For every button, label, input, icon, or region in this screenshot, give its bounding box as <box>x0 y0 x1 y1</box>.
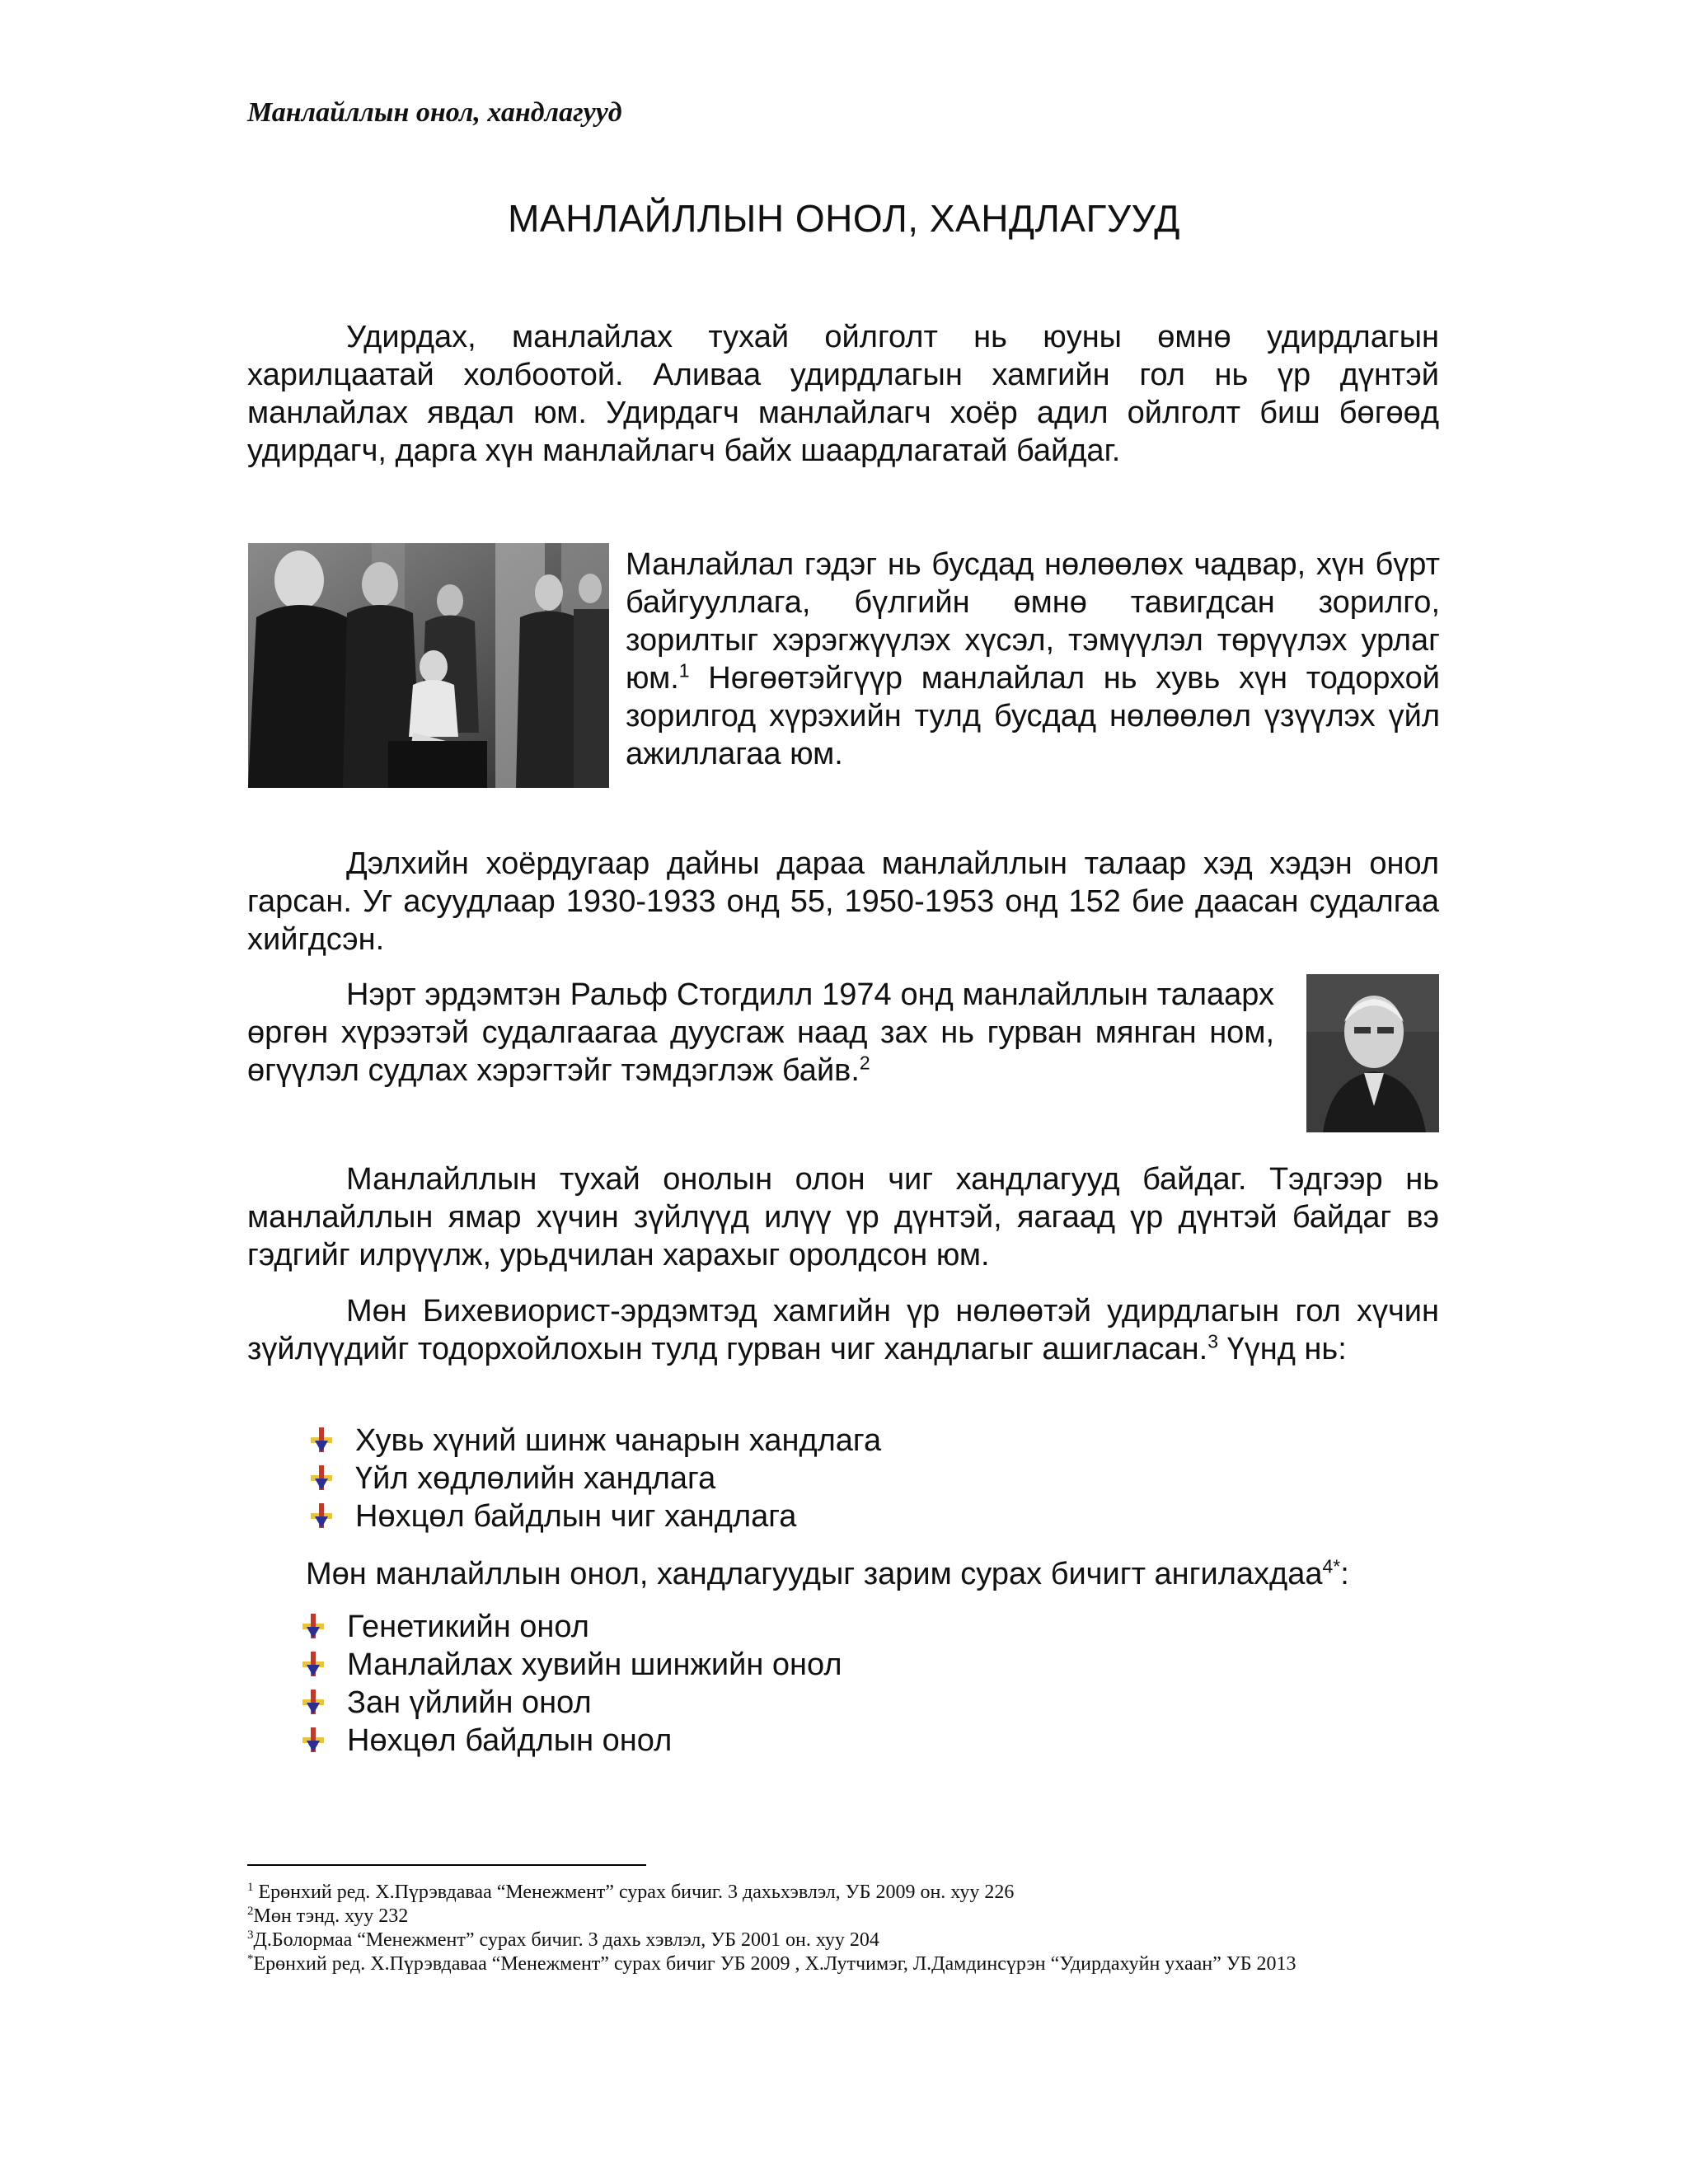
footnote <box>247 1929 1451 1952</box>
footnote-text: Ерөнхий ред. Х.Пүрэвдаваа “Менежмент” сурах бичиг. 3 дахьхэвлэл, УБ 2009 он. хуу 226 <box>253 1882 1015 1903</box>
page-title: МАНЛАЙЛЛЫН ОНОЛ, ХАНДЛАГУУД <box>508 197 1180 240</box>
bullet-arrow-icon <box>307 1502 335 1530</box>
list-item <box>306 1460 1377 1497</box>
footnote-ref-4[interactable]: 4* <box>1322 1555 1341 1577</box>
footnote-divider <box>247 1864 646 1866</box>
footnote-mark: * <box>247 1952 254 1966</box>
list-item-text: Нөхцөл байдлын чиг хандлага <box>355 1499 797 1534</box>
stogdill-paragraph <box>247 976 1274 1090</box>
footnote <box>247 1952 1451 1976</box>
postwar-paragraph <box>247 845 1439 958</box>
stogdill-text: Нэрт эрдэмтэн Ральф Стогдилл 1974 онд манлайллын талаарх өргөн хүрээтэй судалгаагаа дуусгаж наад зах нь гурван мянган ном, өгүүлэл судлах хэрэгтэйг тэмдэглэж байв. <box>247 977 1274 1088</box>
footnotes <box>247 1881 1451 1976</box>
list-item <box>306 1422 1377 1460</box>
footnote-ref-2[interactable]: 2 <box>859 1052 870 1074</box>
list-item-text: Манлайлах хувийн шинжийн онол <box>347 1647 842 1682</box>
intro-text: Удирдах, манлайлах тухай ойлголт нь юуны өмнө удирдлагын харилцаатай холбоотой. Аливаа удирдлагын хамгийн гол нь үр дүнтэй манлайлах явдал юм. Удирдагч манлайлагч хоёр адил ойлголт биш бөгөөд удирдагч, дарга хүн манлайлагч байх шаардлагатай байдаг. <box>247 320 1439 468</box>
postwar-text: Дэлхийн хоёрдугаар дайны дараа манлайллын талаар хэд хэдэн онол гарсан. Уг асуудлаар 1930-1933 онд 55, 1950-1953 онд 152 бие даасан судалгаа хийгдсэн. <box>247 846 1439 957</box>
list-item <box>298 1646 1369 1684</box>
footnote-mark: 1 <box>247 1881 254 1894</box>
bullet-arrow-icon <box>307 1426 335 1454</box>
bullet-arrow-icon <box>299 1726 327 1754</box>
running-header: Манлайллын онол, хандлагууд <box>247 97 622 128</box>
footnote-text: Мөн тэнд. хуу 232 <box>253 1905 409 1927</box>
list-item-text: Үйл хөдлөлийн хандлага <box>355 1461 716 1496</box>
list-item <box>306 1497 1377 1535</box>
footnote <box>247 1881 1451 1905</box>
textbooks-paragraph <box>306 1555 1443 1593</box>
footnote-text: Ерөнхий ред. Х.Пүрэвдаваа “Менежмент” сурах бичиг УБ 2009 , Х.Лутчимэг, Л.Дамдинсүрэн “Удирдахуйн ухаан” УБ 2013 <box>253 1953 1296 1975</box>
intro-paragraph <box>247 318 1439 470</box>
approaches-paragraph <box>247 1160 1439 1274</box>
theories-list <box>298 1608 1369 1760</box>
behaviorist-text: Мөн Бихевиорист-эрдэмтэд хамгийн үр нөлөөтэй удирдлагын гол хүчин зүйлүүдийг тодорхойлохын тулд гурван чиг хандлагыг ашигласан. <box>247 1294 1439 1366</box>
list-item <box>298 1608 1369 1646</box>
list-item-text: Хувь хүний шинж чанарын хандлага <box>355 1423 882 1458</box>
footnote-mark: 2 <box>247 1905 254 1918</box>
approaches-list <box>306 1422 1377 1535</box>
footnote-text: Д.Болормаа “Менежмент” сурах бичиг. 3 дахь хэвлэл, УБ 2001 он. хуу 204 <box>253 1929 879 1951</box>
bullet-arrow-icon <box>307 1464 335 1492</box>
textbooks-tail: : <box>1340 1557 1349 1591</box>
group-photo <box>248 543 609 788</box>
list-item <box>298 1684 1369 1722</box>
behaviorist-tail: Үүнд нь: <box>1226 1332 1347 1366</box>
behaviorist-paragraph <box>247 1292 1439 1368</box>
footnote <box>247 1905 1451 1929</box>
portrait-photo <box>1306 974 1439 1132</box>
list-item-text: Зан үйлийн онол <box>347 1685 592 1720</box>
footnote-mark: 3 <box>247 1929 254 1942</box>
bullet-arrow-icon <box>299 1612 327 1640</box>
approaches-text: Манлайллын тухай онолын олон чиг хандлагууд байдаг. Тэдгээр нь манлайллын ямар хүчин зүйлүүд илүү үр дүнтэй, яагаад үр дүнтэй байдаг вэ гэдгийг илрүүлж, урьдчилан харахыг оролдсон юм. <box>247 1162 1439 1272</box>
definition-paragraph <box>626 546 1440 773</box>
textbooks-text: Мөн манлайллын онол, хандлагуудыг зарим сурах бичигт ангилахдаа <box>306 1557 1323 1591</box>
bullet-arrow-icon <box>299 1688 327 1716</box>
definition-text-a: Манлайлал гэдэг нь бусдад нөлөөлөх чадвар, хүн бүрт байгууллага, бүлгийн өмнө тавигдсан зорилго, зорилтыг хэрэгжүүлэх хүсэл, тэмүүлэл төрүүлэх урлаг юм. <box>626 547 1440 696</box>
footnote-ref-3[interactable]: 3 <box>1207 1330 1219 1352</box>
bullet-arrow-icon <box>299 1650 327 1678</box>
list-item <box>298 1722 1369 1760</box>
footnote-ref-1[interactable]: 1 <box>678 659 690 682</box>
definition-text-b: Нөгөөтэйгүүр манлайлал нь хувь хүн тодорхой зорилгод хүрэхийн тулд бусдад нөлөөлөл үзүүлэх үйл ажиллагаа юм. <box>626 661 1440 771</box>
list-item-text: Генетикийн онол <box>347 1610 589 1644</box>
list-item-text: Нөхцөл байдлын онол <box>347 1723 673 1758</box>
